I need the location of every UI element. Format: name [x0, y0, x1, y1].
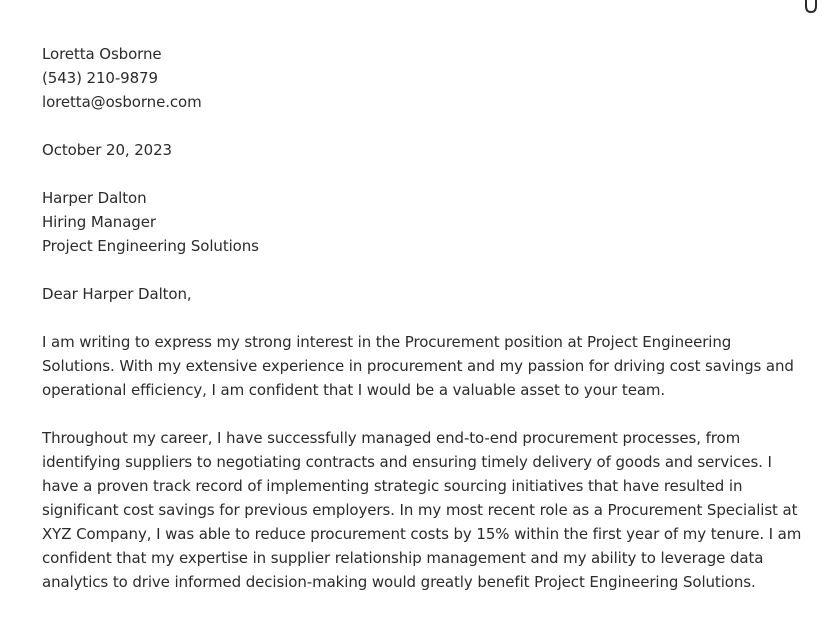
body-paragraph-1: I am writing to express my strong interest in the Procurement position at Project Engineering Solutions. With my extensive experience in procurement and my passion for driving cost savings and operational efficiency, I am confident that I would be a valuable asset to your team.	[42, 333, 794, 399]
recipient-name: Harper Dalton	[42, 189, 147, 207]
partial-glyph-icon	[804, 0, 818, 14]
body-paragraph-2: Throughout my career, I have successfully managed end-to-end procurement processes, from identifying suppliers to negotiating contracts and ensuring timely delivery of goods and services. I have a proven track record of implementing strategic sourcing initiatives that have resulted in significant cost savings for previous employers. In my most recent role as a Procurement Specialist at XYZ Company, I was able to reduce procurement costs by 15% within the first year of my tenure. I am confident that my expertise in supplier relationship management and my ability to leverage data analytics to drive informed decision-making would greatly benefit Project Engineering Solutions.	[42, 429, 802, 591]
sender-name: Loretta Osborne	[42, 45, 162, 63]
sender-email: loretta@osborne.com	[42, 93, 202, 111]
sender-phone: (543) 210-9879	[42, 69, 158, 87]
recipient-title: Hiring Manager	[42, 213, 156, 231]
salutation: Dear Harper Dalton,	[42, 285, 192, 303]
cover-letter	[42, 42, 802, 594]
letter-date: October 20, 2023	[42, 141, 172, 159]
recipient-company: Project Engineering Solutions	[42, 237, 259, 255]
